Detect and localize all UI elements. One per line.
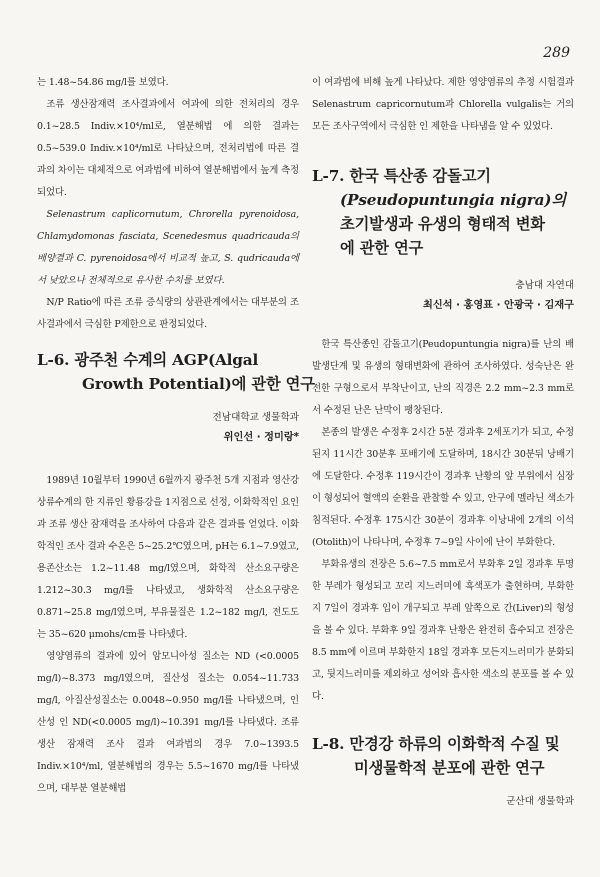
section-title-line: 미생물학적 분포에 관한 연구 (354, 759, 545, 777)
section-title-line: L-6. 광주천 수계의 AGP(Algal (37, 351, 259, 369)
section-title-line: L-7. 한국 특산종 감돌고기 (312, 167, 491, 185)
section-title-l7 (312, 164, 574, 260)
paragraph: 1989년 10월부터 1990년 6월까지 광주천 5개 지점과 영산강 상류수계의 한 지류인 황룡강을 1지점으로 선정, 이화학적인 요인과 조류 생산 잠재력을 조사하여 다음과 같은 결과를 얻었다. 이화학적인 조사 결과 수온은 5~25.2℃였으며, pH는 6.1~7.9였고, 용존산소는 1.2~11.48 mg/l였으며, 화학적 산소요구량은 1.212~30.3 mg/l를 나타냈고, 생화학적 산소요구량은 0.871~25.8 mg/l였으며, 부유물질은 1.2~182 mg/l, 전도도는 35~620 μmohs/cm를 나타냈다. (37, 475, 299, 640)
paragraph: 부화유생의 전장은 5.6~7.5 mm로서 부화후 2일 경과후 투명한 부레가 형성되고 꼬리 지느러미에 흑색포가 출현하며, 부화한지 7일이 경과후 입이 개구되고 부레 앞쪽으로 간(Liver)의 형성을 볼 수 있다. 부화후 9일 경과후 난황은 완전히 흡수되고 전장은 8.5 mm에 이르며 부화한지 18일 경과후 모든지느러미가 분화되고, 뒷지느러미를 제외하고 성어와 흡사한 색소의 분포를 볼 수 있다. (312, 559, 574, 702)
paragraph: 본종의 발생은 수정후 2시간 5분 경과후 2세포기가 되고, 수정된지 11시간 30분후 포배기에 도달하며, 18시간 30분뒤 낭배기에 도달한다. 수정후 119시간이 경과후 난황의 앞 부위에서 심장이 형성되어 혈액의 순환을 관찰할 수 있고, 안구에 멜라닌 색소가 침적된다. 수정후 175시간 30분이 경과후 이낭내에 2개의 이석(Otolith)이 나타나며, 수정후 7~9일 사이에 난이 부화한다. (312, 427, 574, 548)
section-title-l8 (312, 732, 574, 780)
right-column (312, 72, 574, 812)
affiliation: 충남대 자연대 (515, 280, 574, 291)
page-number: 289 (543, 45, 570, 61)
section-title-l6 (37, 348, 315, 396)
left-column (37, 72, 315, 800)
affiliation: 군산대 생물학과 (506, 796, 574, 807)
authors: 최신석 · 홍영표 · 안광국 · 김재구 (423, 300, 574, 311)
affiliation: 전남대학교 생물학과 (212, 412, 299, 423)
section-title-line: 에 관한 연구 (340, 239, 424, 257)
section-title-line: L-8. 만경강 하류의 이화학적 수질 및 (312, 735, 560, 753)
paragraph: 이 여과법에 비해 높게 나타났다. 제한 영양염류의 추정 시험결과 Selenastrum capricornutum과 Chlorella vulgalis는 거의 모든 조사구역에서 극심한 인 제한을 나타냄을 알 수 있었다. (312, 77, 574, 132)
section-title-line: 초기발생과 유생의 형태적 변화 (340, 215, 545, 233)
paragraph: 조류 생산잠재력 조사결과에서 여과에 의한 전처리의 경우 0.1~28.5 Indiv.×10⁴/ml로, 열분해법 에 의한 결과는 0.5~539.0 Indiv.×10⁴/ml로 나타났으며, 전처리법에 따른 결과의 차이는 대체적으로 여과법에 비하여 열분해법에서 높게 측정되었다. (37, 99, 299, 198)
paragraph: 한국 특산종인 감돌고기(Peudopuntungia nigra)를 난의 배발생단계 및 유생의 형태변화에 관하여 조사하였다. 성숙난은 완전한 구형으로서 부착난이고, 난의 직경은 2.2 mm~2.3 mm로서 수정된 난은 난막이 팽창된다. (312, 339, 574, 416)
paragraph: 영양염류의 결과에 있어 암모니아성 질소는 ND (<0.0005 mg/l)~8.373 mg/l였으며, 질산성 질소는 0.054~11.733 mg/l, 아질산성질소는 0.0048~0.950 mg/l를 나타냈으며, 인산성 인 ND(<0.0005 mg/l)~10.391 mg/l를 나타냈다. 조류 생산 잠재력 조사 결과 여과법의 경우 7.0~1393.5 Indiv.×10⁴/ml, 열분해법의 경우는 5.5~1670 mg/l를 나타냈으며, 대부분 열분해법 (37, 651, 299, 794)
paragraph: N/P Ratio에 따른 조류 증식량의 상관관계에서는 대부분의 조사결과에서 극심한 P제한으로 판정되었다. (37, 297, 299, 330)
section-title-line: (Pseudopuntungia nigra)의 (340, 191, 566, 209)
section-title-line: Growth Potential)에 관한 연구 (82, 375, 315, 393)
paragraph: Selenastrum caplicornutum, Chrorella pyrenoidosa, Chlamydomonas fasciata, Scenedesmus quadricauda의 배양결과 C. pyrenoidosa에서 비교적 높고, S. qudricauda에서 낮았으나 전체적으로 유사한 수치를 보였다. (37, 209, 299, 286)
paragraph: 는 1.48~54.86 mg/l를 보였다. (37, 77, 169, 88)
authors: 위인선 · 정미랑* (223, 432, 299, 443)
